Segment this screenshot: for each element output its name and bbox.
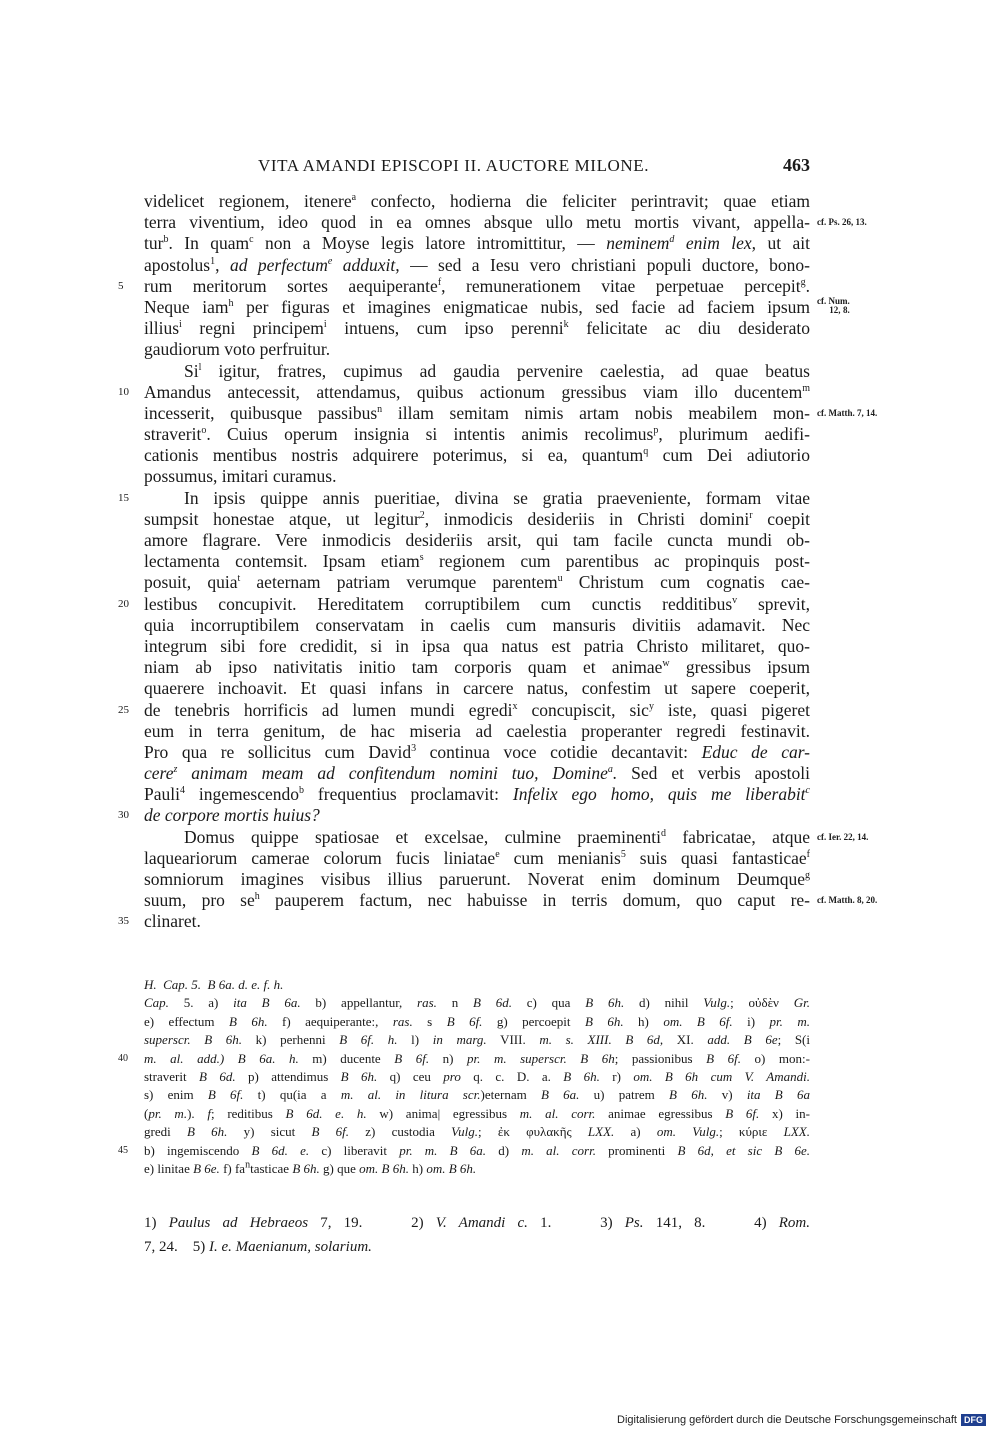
marginal-reference: cf. Ier. 22, 14. <box>817 831 869 842</box>
text-text: niam ab ipso nativitatis initio tam corporis quam et animae$^w$ gressibus ipsum <box>144 657 810 678</box>
text-text: rum meritorum sortes aequiperante$^f$, remunerationem vitae perpetuae percepit$^g$. <box>144 275 810 296</box>
footnote-text: 1) Paulus ad Hebraeos 7, 19. 2) V. Amandi c. 1. 3) Ps. 141, 8. 4) Rom. <box>144 1215 811 1231</box>
marginal-reference: cf. Matth. 8, 20. <box>817 895 878 906</box>
text-line <box>144 402 878 424</box>
apparatus-text: e) effectum B 6h. f) aequiperante:, ras. s B 6f. g) percoepit B 6h. h) om. B 6f. i) pr. m. <box>144 1013 810 1029</box>
text-text: quia incorruptibilem conservatam in caelis cum mansuris divitiis adamavit. Nec <box>144 614 810 635</box>
text-text: possumus, imitari curamus. <box>144 466 337 487</box>
text-line <box>144 509 810 530</box>
text-text: Amandus antecessit, attendamus, quibus actionum gressibus viam illo ducentem$^m$ <box>144 381 810 402</box>
text-text: apostolus$^1$, ad perfectum$^e$ adduxit, — sed a Iesu vero christiani populi ductore, bono- <box>144 254 810 275</box>
text-text: lectamenta contemsit. Ipsam etiam$^s$ regionem cum parentibus ac propinquis post- <box>144 551 811 572</box>
text-text: quaerere inchoavit. Et quasi infans in carcere natus, confestim ut sapere coeperit, <box>144 678 810 699</box>
page-number: 463 <box>783 155 810 175</box>
line-number: 25 <box>118 703 129 716</box>
text-text: eum in terra genitum, de hac miseria ad caelestia properanter regredi festinavit. <box>144 720 810 741</box>
apparatus-text: superscr. B 6h. k) perhenni B 6f. h. l) in marg. VIII. m. s. XIII. B 6d, XI. add. B 6e; S(i <box>144 1032 811 1048</box>
apparatus-line <box>144 1031 810 1049</box>
apparatus-text: m. al. add.) B 6a. h. m) ducente B 6f. n) pr. m. superscr. B 6h; passionibus B 6f. o) mon:- <box>144 1050 810 1066</box>
apparatus-text: e) linitae B 6e. f) $fa^ntasticae$ B 6h. g) que om. B 6h. h) om. B 6h. <box>144 1159 477 1176</box>
footnote-text: 7, 24. 5) I. e. Maenianum, solarium. <box>144 1239 372 1255</box>
apparatus-line <box>144 1086 810 1104</box>
line-number: 15 <box>118 491 129 504</box>
text-text: amore flagrare. Vere inmodicis desideriis arsit, qui tam facile cuncta mundi ob- <box>144 530 810 550</box>
apparatus-line <box>144 1068 810 1086</box>
running-title: VITA AMANDI EPISCOPI II. AUCTORE MILONE. <box>258 156 650 175</box>
text-line <box>144 869 810 890</box>
text-line <box>144 295 850 318</box>
text-line <box>144 763 810 784</box>
apparatus-text: b) ingemiscendo B 6d. e. c) liberavit pr. m. B 6a. d) m. al. corr. prominenti B 6d, et sic B 6e. <box>144 1142 811 1158</box>
text-text: tur$^b$. In quam$^c$ non a Moyse legis latore intromittitur, — neminem$^d$ enim lex, ut ait <box>144 233 810 254</box>
text-line <box>144 826 869 848</box>
text-line <box>144 657 810 678</box>
text-line <box>144 318 810 339</box>
apparatus-line <box>144 1105 810 1123</box>
text-text: Neque iam$^h$ per figuras et imagines enigmaticae nubis, sed facie ad faciem ipsum <box>144 296 810 317</box>
apparatus-line <box>144 976 810 994</box>
text-line <box>144 551 810 572</box>
text-line <box>144 890 878 911</box>
text-line <box>144 784 810 805</box>
text-line <box>144 466 810 487</box>
apparatus-line <box>144 1013 810 1031</box>
text-line <box>144 615 810 636</box>
text-line <box>144 233 810 254</box>
line-number: 5 <box>118 279 124 292</box>
text-text: sumpsit honestae atque, ut legitur$^2$, inmodicis desideriis in Christi domini$^r$ coepit <box>144 508 810 529</box>
text-line <box>144 339 810 360</box>
text-line <box>144 742 810 763</box>
line-number: 30 <box>118 809 129 822</box>
text-text: posuit, quia$^t$ aeternam patriam verumque parentem$^u$ Christum cum cognatis cae- <box>144 572 810 593</box>
apparatus-text: s) enim B 6f. t) qu(ia a m. al. in litura scr.)eternam B 6a. u) patrem B 6h. v) ita B 6a <box>144 1087 810 1103</box>
text-line <box>144 445 810 466</box>
text-text: clinaret. <box>144 911 201 932</box>
text-text: incesserit, quibusque passibus$^n$ illam semitam nimis artam nobis meabilem mon- <box>144 402 810 423</box>
apparatus-text: (pr. m.). f; reditibus B 6d. e. h. w) anima| egressibus m. al. corr. animae egressibus B 6f. x) in- <box>144 1105 810 1121</box>
apparatus-text: H. Cap. 5. B 6a. d. e. f. h. <box>144 977 284 992</box>
text-text: Pauli$^4$ ingemescendo$^b$ frequentius proclamavit: Infelix ego homo, quis me liberabit$^c$ <box>144 784 810 805</box>
text-text: de corpore mortis huius? <box>144 805 320 826</box>
text-line <box>144 721 810 742</box>
footnote-line <box>144 1235 810 1259</box>
apparatus-line <box>118 1142 811 1160</box>
text-line <box>118 487 810 509</box>
main-text <box>118 191 878 933</box>
text-line <box>144 191 810 212</box>
line-number: 40 <box>118 1052 128 1064</box>
text-text: somniorum imagines visibus illius paruerunt. Noverat enim dominum Deumque$^g$ <box>144 869 810 889</box>
text-text: cationis mentibus nostris adquirere poterimus, si ea, quantum$^q$ cum Dei adiutorio <box>144 445 810 466</box>
text-line <box>144 361 810 382</box>
footnote-line <box>144 1211 810 1235</box>
text-text: In ipsis quippe annis pueritiae, divina se gratia praeveniente, formam vitae <box>184 487 810 508</box>
running-header <box>0 156 1000 180</box>
text-text: lestibus concupivit. Hereditatem corruptibilem cum cunctis redditibus$^v$ sprevit, <box>144 593 810 614</box>
line-number: 20 <box>118 597 129 610</box>
footer <box>617 1414 986 1426</box>
dfg-logo: DFG <box>961 1414 986 1426</box>
text-text: suum, pro $se^h$ pauperem factum, nec habuisse in terris domum, quo caput re- <box>144 890 811 911</box>
text-line <box>118 381 810 403</box>
text-line <box>144 255 810 276</box>
apparatus-text: Cap. 5. a) ita B 6a. b) appellantur, ras. n B 6d. c) qua B 6h. d) nihil Vulg.; οὐδὲν Gr. <box>144 995 810 1011</box>
apparatus-line <box>118 1050 810 1068</box>
text-line <box>144 530 810 551</box>
text-line <box>118 699 811 721</box>
apparatus-text: gredi B 6h. y) sicut B 6f. z) custodia Vulg.; ἐκ φυλακῆς LXX. a) om. Vulg.; κύριε LXX. <box>144 1124 810 1140</box>
text-text: illius$^i$ regni principem$^i$ intuens, cum ipso perenni$^k$ felicitate ac diu desiderato <box>144 318 810 339</box>
text-text: de tenebris horrificis ad lumen mundi egredi$^x$ concupiscit, sic$^y$ iste, quasi pigeret <box>144 699 811 720</box>
text-text: Si$^l$ igitur, fratres, cupimus ad gaudia pervenire caelestia, ad quae beatus <box>184 360 810 381</box>
text-line <box>144 848 810 869</box>
text-text: straverit$^o$. Cuius operum insignia si intentis animis recolimus$^p$, plurimum aedifi- <box>144 424 810 445</box>
marginal-reference: cf. Matth. 7, 14. <box>817 407 878 418</box>
text-text: Domus quippe spatiosae et excelsae, culmine praeminenti$^d$ fabricatae, atque <box>184 826 810 847</box>
text-line <box>144 678 810 699</box>
text-text: gaudiorum voto perfruitur. <box>144 339 331 360</box>
text-line <box>144 636 810 657</box>
text-line <box>118 805 810 826</box>
text-text: Pro qua re sollicitus cum David$^3$ continua voce cotidie decantavit: Educ de car- <box>144 741 810 762</box>
footnotes <box>144 1211 810 1259</box>
line-number: 10 <box>118 385 129 398</box>
text-line <box>118 593 810 615</box>
footer-text: Digitalisierung gefördert durch die Deutsche Forschungsgemeinschaft <box>617 1414 957 1426</box>
text-text: laqueariorum camerae colorum fucis liniatae$^e$ cum menianis$^5$ suis quasi fantasticae$^f$ <box>144 847 810 868</box>
text-text: terra viventium, ideo quod in ea omnes absque ullo metu mortis vivant, appella- <box>144 212 810 233</box>
apparatus-line <box>144 1123 810 1141</box>
apparatus-line <box>144 994 810 1012</box>
text-line <box>144 424 810 445</box>
text-line <box>118 911 810 932</box>
text-text: videlicet regionem, itenere$^a$ confecto, hodierna die feliciter perintravit; quae etiam <box>144 191 810 211</box>
text-line <box>118 275 810 297</box>
text-text: cere$^z$ animam meam ad confitendum nomini tuo, Domine$^a$. Sed et verbis apostoli <box>144 763 811 784</box>
critical-apparatus <box>118 976 811 1178</box>
marginal-reference: cf. Ps. 26, 13. <box>817 217 867 228</box>
text-line <box>144 572 810 593</box>
line-number: 35 <box>118 915 129 928</box>
text-line <box>144 212 867 233</box>
apparatus-line <box>144 1160 810 1178</box>
apparatus-text: straverit B 6d. p) attendimus B 6h. q) ceu pro q. c. D. a. B 6h. r) om. B 6h cum V. Amandi. <box>144 1068 810 1084</box>
text-text: integrum sibi fore credidit, si in ipsa qua natus est patria Christo militaret, quo- <box>144 635 810 656</box>
marginal-reference: cf. Num. 12, 8. <box>817 295 850 315</box>
line-number: 45 <box>118 1144 128 1156</box>
